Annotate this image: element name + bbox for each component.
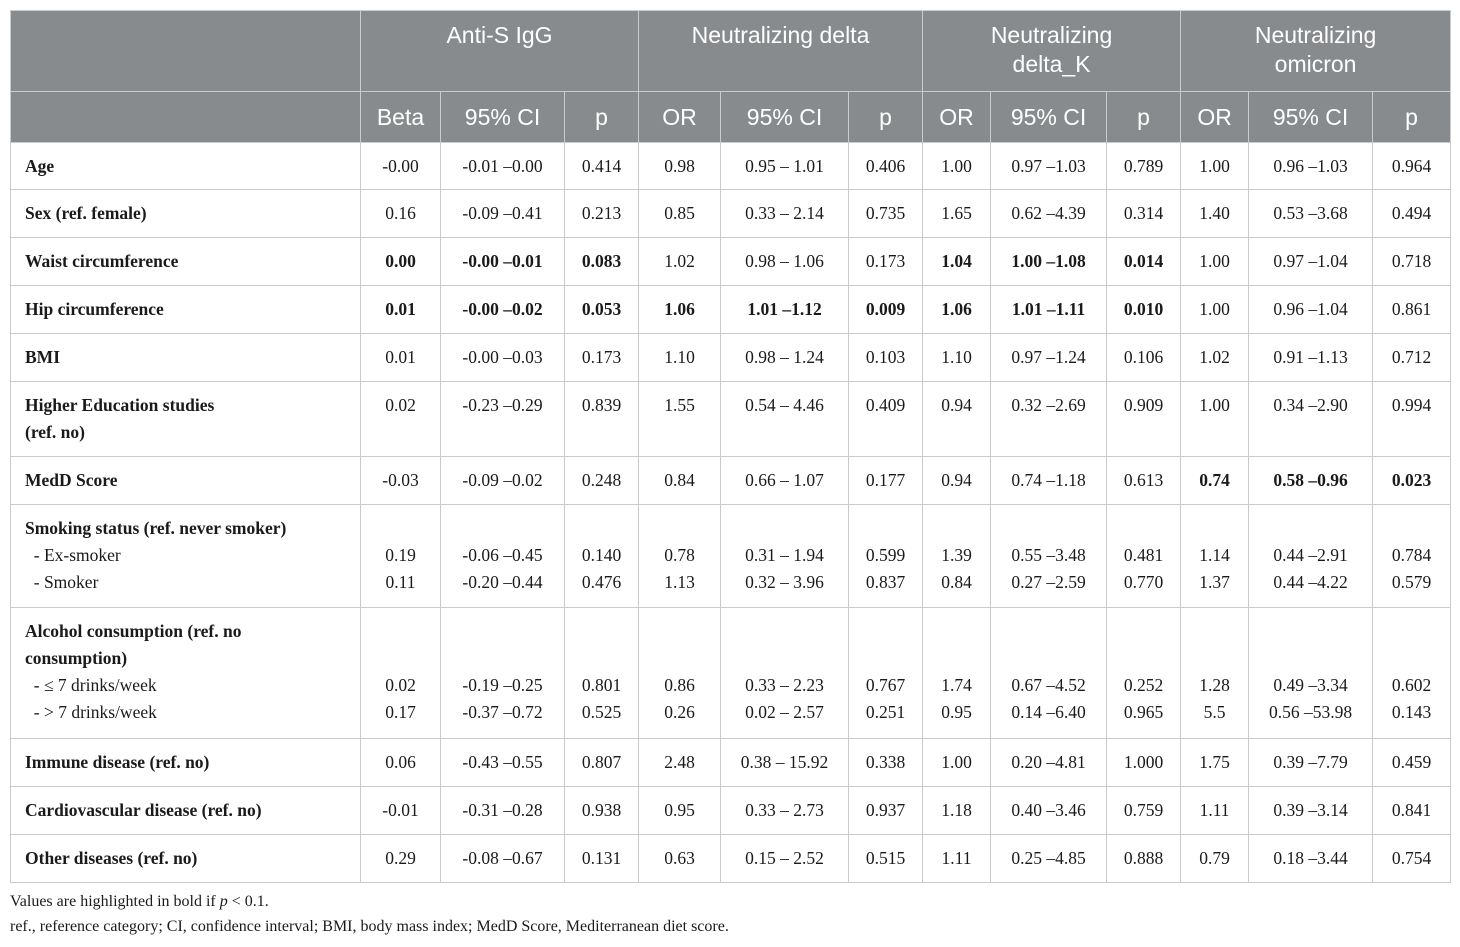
table-cell: 0.481 0.770: [1107, 505, 1181, 608]
table-cell: 0.94: [923, 382, 991, 457]
table-cell: 1.00: [1181, 382, 1249, 457]
header-corner: [11, 11, 361, 92]
table-cell: 0.009: [849, 286, 923, 334]
table-cell: -0.03: [361, 457, 441, 505]
row-label: BMI: [11, 334, 361, 382]
table-row: [11, 739, 1451, 787]
footnote-line-1: Values are highlighted in bold if p < 0.1.: [10, 893, 269, 910]
table-cell: 0.79: [1181, 835, 1249, 883]
table-cell: 0.25 –4.85: [991, 835, 1107, 883]
row-label: Alcohol consumption (ref. no consumption) - ≤ 7 drinks/week - > 7 drinks/week: [11, 608, 361, 739]
table-cell: 0.39 –3.14: [1249, 787, 1373, 835]
table-cell: 0.839: [565, 382, 639, 457]
table-cell: 0.718: [1373, 238, 1451, 286]
table-cell: 1.06: [639, 286, 721, 334]
table-cell: 0.55 –3.48 0.27 –2.59: [991, 505, 1107, 608]
table-cell: 0.494: [1373, 190, 1451, 238]
table-footnote: [10, 889, 729, 939]
table-cell: 0.964: [1373, 143, 1451, 190]
row-label: Cardiovascular disease (ref. no): [11, 787, 361, 835]
table-cell: -0.31 –0.28: [441, 787, 565, 835]
table-cell: 1.75: [1181, 739, 1249, 787]
table-cell: 0.38 – 15.92: [721, 739, 849, 787]
table-cell: 0.29: [361, 835, 441, 883]
table-cell: 0.74 –1.18: [991, 457, 1107, 505]
table-cell: 1.28 5.5: [1181, 608, 1249, 739]
table-cell: 0.861: [1373, 286, 1451, 334]
table-cell: 1.00: [923, 739, 991, 787]
table-cell: 0.66 – 1.07: [721, 457, 849, 505]
table-cell: 0.213: [565, 190, 639, 238]
table-cell: 1.11: [923, 835, 991, 883]
table-cell: 0.63: [639, 835, 721, 883]
header-sub-0: Beta: [361, 92, 441, 143]
row-label: Waist circumference: [11, 238, 361, 286]
table-cell: 0.767 0.251: [849, 608, 923, 739]
table-cell: 0.801 0.525: [565, 608, 639, 739]
table-cell: 0.32 –2.69: [991, 382, 1107, 457]
table-cell: 1.02: [639, 238, 721, 286]
table-cell: 0.39 –7.79: [1249, 739, 1373, 787]
table-cell: 0.173: [565, 334, 639, 382]
header-sub-9: OR: [1181, 92, 1249, 143]
table-cell: -0.09 –0.02: [441, 457, 565, 505]
table-cell: 0.02 0.17: [361, 608, 441, 739]
table-cell: 1.00: [1181, 238, 1249, 286]
table-cell: 0.40 –3.46: [991, 787, 1107, 835]
header-sub-3: OR: [639, 92, 721, 143]
row-label: Higher Education studies (ref. no): [11, 382, 361, 457]
row-label: Sex (ref. female): [11, 190, 361, 238]
table-row: [11, 608, 1451, 739]
table-cell: -0.01: [361, 787, 441, 835]
footnote-line-2: ref., reference category; CI, confidence interval; BMI, body mass index; MedD Score, Mediterranean diet score.: [10, 918, 729, 935]
table-cell: 0.841: [1373, 787, 1451, 835]
table-cell: 0.34 –2.90: [1249, 382, 1373, 457]
header-group-neutralizing-delta-k: Neutralizing delta_K: [923, 11, 1181, 92]
table-row: [11, 286, 1451, 334]
table-row: [11, 505, 1451, 608]
results-table-container: [10, 10, 1450, 883]
table-cell: 0.252 0.965: [1107, 608, 1181, 739]
table-cell: 0.602 0.143: [1373, 608, 1451, 739]
table-cell: 0.58 –0.96: [1249, 457, 1373, 505]
table-cell: 0.784 0.579: [1373, 505, 1451, 608]
table-cell: 0.131: [565, 835, 639, 883]
header-sub-8: p: [1107, 92, 1181, 143]
table-cell: 0.938: [565, 787, 639, 835]
table-cell: 1.40: [1181, 190, 1249, 238]
table-cell: 0.712: [1373, 334, 1451, 382]
table-cell: 1.06: [923, 286, 991, 334]
table-cell: 0.789: [1107, 143, 1181, 190]
table-cell: 0.01: [361, 286, 441, 334]
results-table: [10, 10, 1451, 883]
table-cell: 0.98 – 1.24: [721, 334, 849, 382]
table-cell: 0.94: [923, 457, 991, 505]
table-cell: 0.33 – 2.23 0.02 – 2.57: [721, 608, 849, 739]
table-cell: 0.49 –3.34 0.56 –53.98: [1249, 608, 1373, 739]
table-cell: 0.140 0.476: [565, 505, 639, 608]
table-cell: 0.95: [639, 787, 721, 835]
table-cell: 0.106: [1107, 334, 1181, 382]
table-cell: 0.84: [639, 457, 721, 505]
table-cell: 1.74 0.95: [923, 608, 991, 739]
table-row: [11, 382, 1451, 457]
table-cell: 0.014: [1107, 238, 1181, 286]
header-corner-sub: [11, 92, 361, 143]
table-cell: 0.95 – 1.01: [721, 143, 849, 190]
table-cell: 0.459: [1373, 739, 1451, 787]
table-cell: 0.994: [1373, 382, 1451, 457]
table-row: [11, 334, 1451, 382]
table-cell: 0.409: [849, 382, 923, 457]
table-cell: 0.97 –1.24: [991, 334, 1107, 382]
table-cell: -0.00: [361, 143, 441, 190]
table-cell: 0.19 0.11: [361, 505, 441, 608]
table-cell: 0.759: [1107, 787, 1181, 835]
table-cell: 1.02: [1181, 334, 1249, 382]
table-cell: 0.98: [639, 143, 721, 190]
table-cell: 1.00: [1181, 286, 1249, 334]
table-cell: 0.96 –1.03: [1249, 143, 1373, 190]
table-cell: 0.31 – 1.94 0.32 – 3.96: [721, 505, 849, 608]
table-cell: 0.177: [849, 457, 923, 505]
table-cell: 0.78 1.13: [639, 505, 721, 608]
table-cell: 0.97 –1.03: [991, 143, 1107, 190]
table-cell: 0.97 –1.04: [1249, 238, 1373, 286]
table-row: [11, 143, 1451, 190]
header-sub-7: 95% CI: [991, 92, 1107, 143]
table-cell: -0.00 –0.02: [441, 286, 565, 334]
table-cell: 0.053: [565, 286, 639, 334]
table-cell: 1.14 1.37: [1181, 505, 1249, 608]
table-cell: 0.20 –4.81: [991, 739, 1107, 787]
header-sub-1: 95% CI: [441, 92, 565, 143]
table-cell: 1.39 0.84: [923, 505, 991, 608]
table-row: [11, 238, 1451, 286]
table-cell: 0.937: [849, 787, 923, 835]
table-cell: 0.33 – 2.73: [721, 787, 849, 835]
table-cell: 0.98 – 1.06: [721, 238, 849, 286]
table-row: [11, 787, 1451, 835]
row-label: Age: [11, 143, 361, 190]
table-cell: 1.01 –1.11: [991, 286, 1107, 334]
table-row: [11, 190, 1451, 238]
table-cell: 0.909: [1107, 382, 1181, 457]
table-cell: 0.44 –2.91 0.44 –4.22: [1249, 505, 1373, 608]
table-cell: 0.599 0.837: [849, 505, 923, 608]
header-group-anti-s-igg: Anti-S IgG: [361, 11, 639, 92]
table-cell: -0.19 –0.25 -0.37 –0.72: [441, 608, 565, 739]
table-cell: 0.515: [849, 835, 923, 883]
header-group-neutralizing-omicron: Neutralizing omicron: [1181, 11, 1451, 92]
table-cell: 1.04: [923, 238, 991, 286]
table-cell: 0.91 –1.13: [1249, 334, 1373, 382]
table-cell: 0.01: [361, 334, 441, 382]
table-cell: 1.55: [639, 382, 721, 457]
table-cell: 0.314: [1107, 190, 1181, 238]
table-row: [11, 835, 1451, 883]
row-label: Other diseases (ref. no): [11, 835, 361, 883]
table-cell: -0.06 –0.45 -0.20 –0.44: [441, 505, 565, 608]
table-cell: 0.53 –3.68: [1249, 190, 1373, 238]
table-cell: -0.00 –0.03: [441, 334, 565, 382]
table-cell: 1.00: [923, 143, 991, 190]
table-cell: 0.74: [1181, 457, 1249, 505]
table-cell: 0.103: [849, 334, 923, 382]
table-cell: 0.754: [1373, 835, 1451, 883]
header-sub-10: 95% CI: [1249, 92, 1373, 143]
table-cell: 0.16: [361, 190, 441, 238]
table-cell: 0.807: [565, 739, 639, 787]
table-cell: 1.000: [1107, 739, 1181, 787]
table-cell: 0.67 –4.52 0.14 –6.40: [991, 608, 1107, 739]
table-cell: 0.023: [1373, 457, 1451, 505]
table-cell: 0.414: [565, 143, 639, 190]
table-cell: 0.406: [849, 143, 923, 190]
table-cell: 1.00 –1.08: [991, 238, 1107, 286]
row-label: Hip circumference: [11, 286, 361, 334]
table-cell: 0.00: [361, 238, 441, 286]
table-cell: 1.10: [639, 334, 721, 382]
table-cell: 1.65: [923, 190, 991, 238]
table-cell: 1.18: [923, 787, 991, 835]
table-cell: 1.00: [1181, 143, 1249, 190]
table-cell: -0.01 –0.00: [441, 143, 565, 190]
header-group-neutralizing-delta: Neutralizing delta: [639, 11, 923, 92]
table-cell: 0.338: [849, 739, 923, 787]
table-cell: 0.248: [565, 457, 639, 505]
table-cell: 0.735: [849, 190, 923, 238]
table-cell: 0.06: [361, 739, 441, 787]
table-cell: 1.11: [1181, 787, 1249, 835]
table-cell: 0.613: [1107, 457, 1181, 505]
table-cell: 0.62 –4.39: [991, 190, 1107, 238]
header-sub-11: p: [1373, 92, 1451, 143]
table-row: [11, 457, 1451, 505]
row-label: Immune disease (ref. no): [11, 739, 361, 787]
table-cell: 0.86 0.26: [639, 608, 721, 739]
table-cell: -0.09 –0.41: [441, 190, 565, 238]
table-cell: 0.173: [849, 238, 923, 286]
header-sub-6: OR: [923, 92, 991, 143]
table-cell: 1.01 –1.12: [721, 286, 849, 334]
table-cell: 0.18 –3.44: [1249, 835, 1373, 883]
table-cell: 2.48: [639, 739, 721, 787]
row-label: MedD Score: [11, 457, 361, 505]
table-cell: 0.083: [565, 238, 639, 286]
header-sub-4: 95% CI: [721, 92, 849, 143]
table-cell: 0.96 –1.04: [1249, 286, 1373, 334]
table-cell: 0.888: [1107, 835, 1181, 883]
table-cell: 0.15 – 2.52: [721, 835, 849, 883]
table-cell: -0.00 –0.01: [441, 238, 565, 286]
header-sub-2: p: [565, 92, 639, 143]
row-label: Smoking status (ref. never smoker) - Ex-smoker - Smoker: [11, 505, 361, 608]
table-cell: -0.23 –0.29: [441, 382, 565, 457]
table-cell: 0.85: [639, 190, 721, 238]
table-cell: -0.43 –0.55: [441, 739, 565, 787]
table-cell: 0.010: [1107, 286, 1181, 334]
table-cell: 0.02: [361, 382, 441, 457]
header-sub-5: p: [849, 92, 923, 143]
table-cell: 1.10: [923, 334, 991, 382]
table-cell: -0.08 –0.67: [441, 835, 565, 883]
table-cell: 0.54 – 4.46: [721, 382, 849, 457]
table-cell: 0.33 – 2.14: [721, 190, 849, 238]
